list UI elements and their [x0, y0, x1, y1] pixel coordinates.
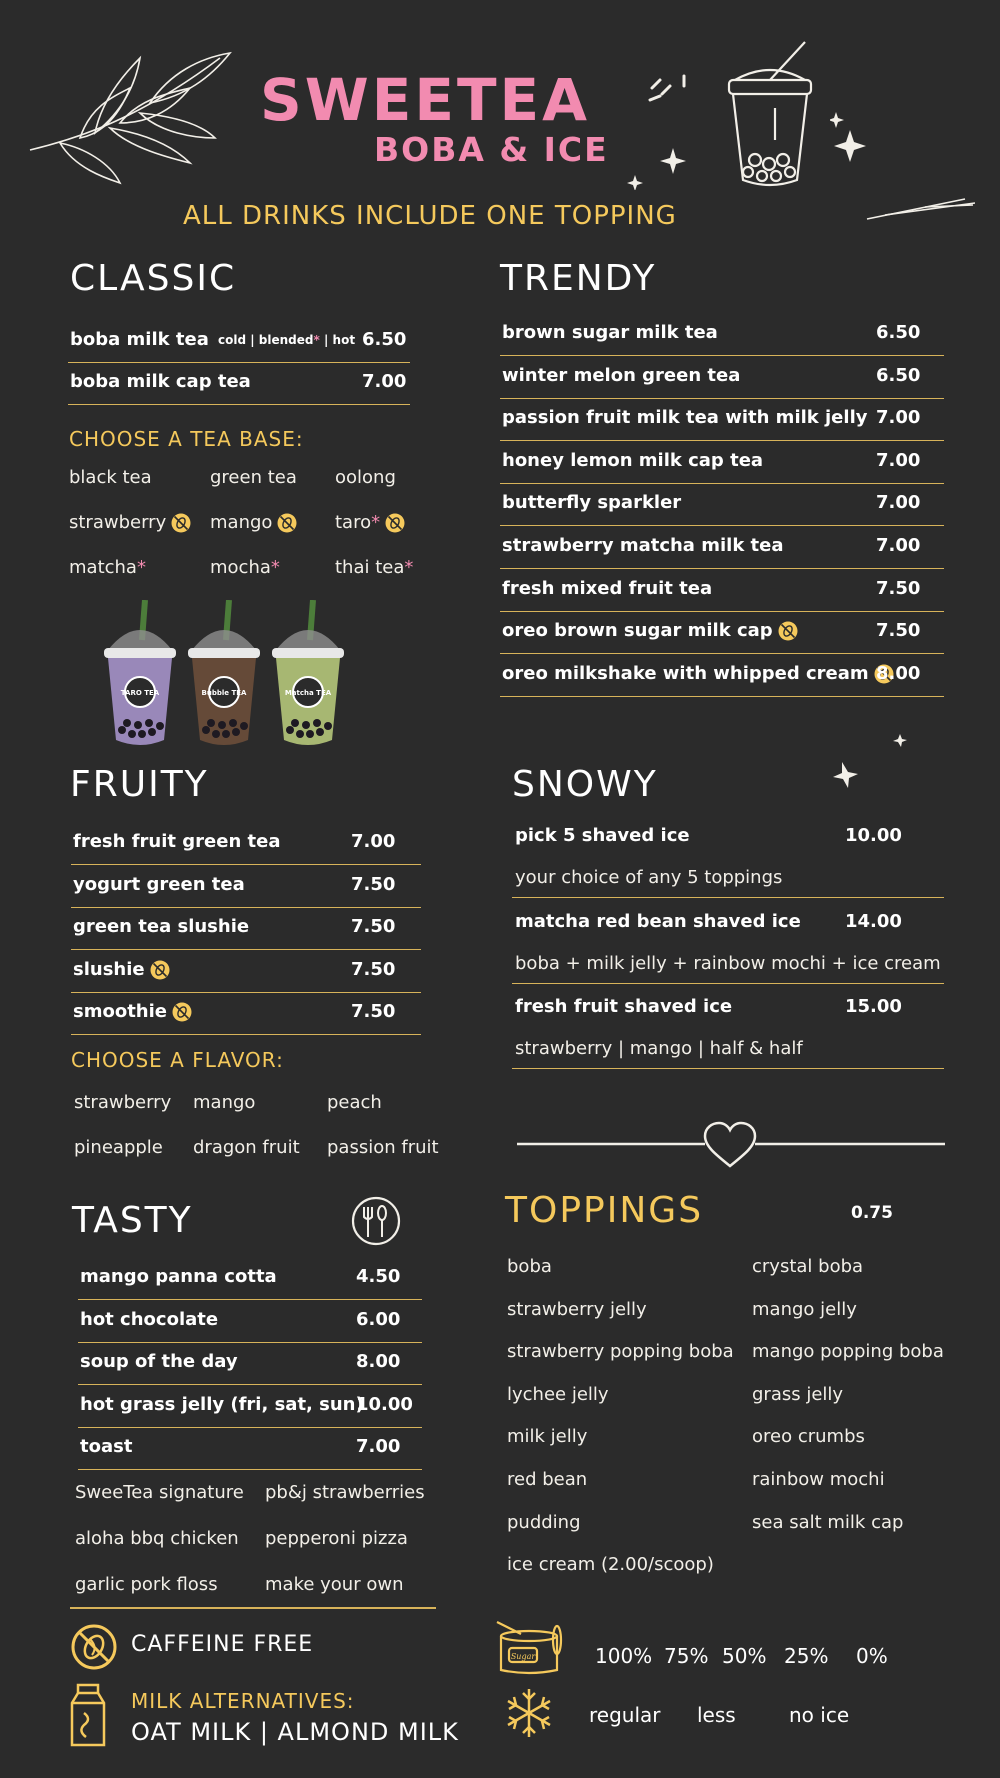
topping-note: ALL DRINKS INCLUDE ONE TOPPING [183, 201, 677, 231]
item-name: oreo milkshake with whipped cream [502, 663, 895, 685]
menu-item [71, 822, 421, 865]
flavor-option: dragon fruit [193, 1137, 300, 1158]
item-price: 7.50 [351, 958, 396, 980]
caffeine-free-icon [170, 512, 192, 534]
asterisk: * [270, 557, 280, 578]
menu-item [500, 611, 944, 654]
item-price: 10.00 [845, 825, 902, 846]
menu-item [71, 907, 421, 950]
bubble-tea-cup-icon [715, 40, 825, 190]
caffeine-free-label: CAFFEINE FREE [131, 1632, 314, 1657]
item-description: boba + milk jelly + rainbow mochi + ice cream [515, 952, 941, 974]
milk-alt-heading: MILK ALTERNATIVES: [131, 1689, 355, 1713]
item-name: slushie [73, 959, 171, 981]
item-name: green tea slushie [73, 916, 250, 938]
ice-level: less [697, 1703, 736, 1727]
topping-item: mango jelly [752, 1298, 857, 1320]
asterisk: * [404, 557, 414, 578]
toast-option: pepperoni pizza [265, 1528, 408, 1549]
toast-option: SweeTea signature [75, 1482, 244, 1503]
item-name: hot chocolate [80, 1308, 219, 1330]
bubble-tea-cup-icon [184, 600, 264, 760]
divider [512, 983, 944, 984]
topping-item: crystal boba [752, 1256, 864, 1277]
item-price: 6.50 [876, 322, 921, 343]
item-price: 7.00 [362, 371, 407, 392]
item-name: mango panna cotta [80, 1266, 277, 1287]
item-name: honey lemon milk cap tea [502, 449, 764, 471]
topping-item: rainbow mochi [752, 1469, 885, 1490]
item-name: strawberry matcha milk tea [502, 535, 784, 556]
menu-item [68, 362, 410, 405]
menu-item [68, 320, 410, 363]
menu-item [78, 1342, 422, 1385]
flavor-option: mango [193, 1092, 256, 1113]
item-description: your choice of any 5 toppings [515, 867, 783, 888]
item-price: 6.50 [362, 329, 407, 350]
menu-item [500, 569, 944, 612]
tea-base-option: mocha* [210, 557, 280, 578]
item-price: 7.00 [356, 1436, 401, 1458]
tea-base-option: matcha* [69, 557, 146, 578]
item-name: winter melon green tea [502, 364, 741, 386]
divider [512, 897, 944, 898]
cutlery-icon [350, 1195, 402, 1247]
asterisk: * [371, 512, 381, 533]
item-name: passion fruit milk tea with milk jelly [502, 407, 868, 429]
menu-item [500, 313, 944, 356]
item-name: fresh mixed fruit tea [502, 577, 713, 599]
item-price: 7.00 [876, 449, 921, 471]
sparkle-icon [830, 730, 910, 790]
asterisk: * [136, 557, 146, 578]
item-price: 14.00 [845, 910, 902, 932]
item-price: 7.00 [876, 407, 921, 429]
bubble-tea-cup-icon [268, 600, 348, 760]
caffeine-free-icon [384, 512, 406, 534]
fruity-heading: FRUITY [70, 764, 209, 805]
item-name: smoothie [73, 1001, 193, 1023]
caffeine-free-icon [70, 1623, 118, 1671]
tea-base-option: oolong [335, 467, 396, 488]
tea-base-option: green tea [210, 467, 297, 488]
cup-label: TARO TEA [120, 689, 160, 697]
item-price: 6.00 [356, 1308, 401, 1330]
menu-item [500, 526, 944, 569]
leaf-branch-icon [20, 38, 260, 188]
toast-option: make your own [265, 1574, 404, 1595]
menu-item [500, 356, 944, 399]
item-name: fresh fruit shaved ice [515, 996, 733, 1017]
topping-item: milk jelly [507, 1426, 588, 1448]
topping-item: grass jelly [752, 1383, 844, 1405]
menu-item [78, 1300, 422, 1343]
topping-item: lychee jelly [507, 1383, 609, 1405]
ice-level: regular [589, 1703, 661, 1727]
topping-item: strawberry jelly [507, 1298, 647, 1320]
toast-option: aloha bbq chicken [75, 1528, 239, 1549]
item-price: 8.00 [356, 1351, 401, 1373]
chalk-stroke-icon [865, 195, 975, 225]
menu-item [500, 398, 944, 441]
caffeine-free-icon [171, 1001, 193, 1023]
item-name: boba milk tea [70, 329, 209, 350]
sugar-level: 25% [784, 1644, 829, 1668]
item-description: strawberry | mango | half & half [515, 1038, 803, 1059]
item-price: 10.00 [356, 1393, 413, 1415]
flavor-option: peach [327, 1092, 382, 1113]
topping-item: strawberry popping boba [507, 1341, 734, 1363]
caffeine-free-icon [149, 959, 171, 981]
menu-item [500, 483, 944, 526]
tea-base-option: taro* [335, 512, 406, 534]
item-price: 8.00 [876, 662, 921, 684]
menu-item [500, 441, 944, 484]
classic-heading: CLASSIC [70, 258, 237, 299]
sugar-level: 75% [664, 1644, 709, 1668]
toppings-price: 0.75 [851, 1203, 893, 1223]
item-price: 7.50 [351, 873, 396, 895]
milk-carton-icon [70, 1683, 106, 1747]
page-title: SWEETEA [260, 66, 591, 134]
item-name: brown sugar milk tea [502, 322, 718, 343]
item-name: toast [80, 1436, 133, 1458]
item-price: 7.00 [876, 492, 921, 514]
caffeine-free-icon [777, 620, 799, 642]
trendy-heading: TRENDY [500, 258, 657, 299]
tea-base-option: strawberry [69, 512, 192, 534]
item-name: oreo brown sugar milk cap [502, 620, 799, 642]
item-price: 7.50 [876, 577, 921, 599]
tea-base-option: thai tea* [335, 557, 414, 578]
topping-item: mango popping boba [752, 1341, 944, 1363]
snowflake-icon [503, 1687, 555, 1739]
sugar-jar-icon [495, 1620, 565, 1676]
item-name: butterfly sparkler [502, 492, 682, 514]
caffeine-free-icon [276, 512, 298, 534]
item-name: boba milk cap tea [70, 371, 251, 392]
toppings-heading: TOPPINGS [505, 1190, 704, 1231]
tea-base-option: mango [210, 512, 298, 534]
menu-item [71, 865, 421, 908]
flavor-option: pineapple [74, 1137, 163, 1158]
menu-item [78, 1385, 422, 1428]
item-price: 7.00 [876, 535, 921, 556]
item-name: soup of the day [80, 1351, 238, 1373]
cup-label: Matcha TEA [284, 689, 332, 697]
item-name: pick 5 shaved ice [515, 825, 690, 846]
flavor-option: passion fruit [327, 1137, 439, 1158]
menu-item [78, 1427, 422, 1470]
item-price: 7.50 [351, 1001, 396, 1023]
tasty-heading: TASTY [72, 1200, 193, 1241]
toast-option: pb&j strawberries [265, 1482, 425, 1503]
sugar-jar-label: Sugar [510, 1652, 536, 1661]
item-price: 7.50 [351, 916, 396, 938]
cup-label: Bubble TEA [201, 689, 247, 697]
item-name: matcha red bean shaved ice [515, 910, 801, 932]
menu-item [78, 1257, 422, 1300]
sugar-level: 0% [856, 1644, 888, 1668]
item-price: 7.00 [351, 831, 396, 852]
item-name: yogurt green tea [73, 873, 245, 895]
tea-base-option: black tea [69, 467, 152, 488]
tea-base-heading: CHOOSE A TEA BASE: [69, 427, 304, 451]
sugar-level: 50% [722, 1644, 767, 1668]
divider [70, 1607, 436, 1609]
page-subtitle: BOBA & ICE [374, 130, 609, 169]
topping-item: boba [507, 1256, 552, 1277]
topping-item: ice cream (2.00/scoop) [507, 1554, 714, 1576]
item-price: 7.50 [876, 620, 921, 642]
divider [512, 1068, 944, 1069]
sugar-level: 100% [595, 1644, 653, 1668]
sparkle-icon [830, 110, 870, 170]
item-name: hot grass jelly (fri, sat, sun) [80, 1393, 364, 1415]
snowy-heading: SNOWY [512, 764, 658, 805]
milk-alt-label: OAT MILK | ALMOND MILK [131, 1718, 459, 1746]
bubble-tea-cup-icon [100, 600, 180, 760]
item-price: 6.50 [876, 364, 921, 386]
flavor-heading: CHOOSE A FLAVOR: [71, 1048, 284, 1072]
menu-item [71, 950, 421, 993]
topping-item: sea salt milk cap [752, 1511, 904, 1533]
item-price: 15.00 [845, 996, 902, 1017]
topping-item: red bean [507, 1469, 588, 1490]
menu-item [500, 654, 944, 697]
toast-option: garlic pork floss [75, 1574, 218, 1595]
topping-item: oreo crumbs [752, 1426, 865, 1448]
item-options: cold | blended* | hot [218, 333, 356, 347]
heart-divider-icon [515, 1118, 945, 1170]
flavor-option: strawberry [74, 1092, 172, 1113]
topping-item: pudding [507, 1511, 581, 1533]
item-name: fresh fruit green tea [73, 831, 281, 852]
menu-item [71, 992, 421, 1035]
ice-level: no ice [789, 1703, 850, 1727]
item-price: 4.50 [356, 1266, 401, 1287]
